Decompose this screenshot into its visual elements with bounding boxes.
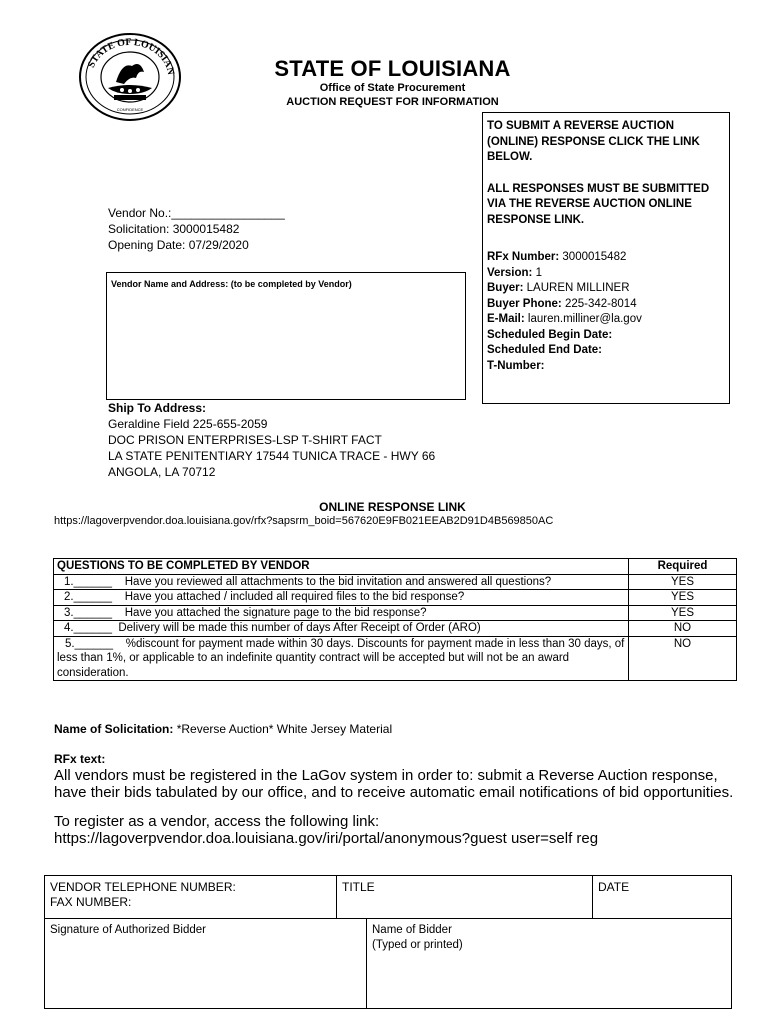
fax-number-label: FAX NUMBER: bbox=[50, 895, 132, 909]
required-value: NO bbox=[629, 636, 737, 681]
signature-cell[interactable] bbox=[44, 918, 367, 1009]
opening-date: Opening Date: 07/29/2020 bbox=[108, 238, 249, 252]
title-label: TITLE bbox=[342, 880, 375, 894]
bidder-name-label: Name of Bidder bbox=[372, 924, 452, 936]
vendor-address-label: Vendor Name and Address: (to be completed by Vendor) bbox=[111, 279, 352, 289]
rfx-text: All vendors must be registered in the LaGov system in order to: submit a Reverse Auction response, have their bids tabulated by our office, and to receive automatic email notifications of bid opportunities. bbox=[54, 767, 734, 801]
question-cell[interactable]: 1.______ Have you reviewed all attachments to the bid invitation and answered all questions? bbox=[54, 574, 629, 590]
table-row bbox=[54, 605, 737, 621]
signature-table bbox=[44, 875, 732, 1009]
begin-date-row: Scheduled Begin Date: bbox=[487, 328, 613, 341]
bidder-name-note: (Typed or printed) bbox=[372, 939, 463, 951]
required-value: NO bbox=[629, 621, 737, 637]
response-instruction: ALL RESPONSES MUST BE SUBMITTED VIA THE REVERSE AUCTION ONLINE RESPONSE LINK. bbox=[487, 182, 710, 226]
ship-to-line: ANGOLA, LA 70712 bbox=[108, 465, 216, 479]
required-value: YES bbox=[629, 605, 737, 621]
bidder-name-cell[interactable] bbox=[366, 918, 732, 1009]
vendor-questions-table bbox=[53, 558, 737, 681]
buyer-row: Buyer: LAUREN MILLINER bbox=[487, 282, 630, 294]
question-cell[interactable]: 2.______ Have you attached / included all required files to the bid response? bbox=[54, 590, 629, 606]
solicitation-name: Name of Solicitation: *Reverse Auction* White Jersey Material bbox=[54, 722, 393, 736]
rfx-text-label: RFx text: bbox=[54, 752, 106, 766]
ship-to-label: Ship To Address: bbox=[108, 401, 207, 415]
required-value: YES bbox=[629, 590, 737, 606]
question-cell[interactable]: 4.______ Delivery will be made this number of days After Receipt of Order (ARO) bbox=[54, 621, 629, 637]
ship-to-line: LA STATE PENITENTIARY 17544 TUNICA TRACE - HWY 66 bbox=[108, 449, 436, 463]
title-cell[interactable] bbox=[336, 875, 593, 919]
table-row bbox=[54, 621, 737, 637]
end-date-row: Scheduled End Date: bbox=[487, 344, 603, 356]
ship-to-line: DOC PRISON ENTERPRISES-LSP T-SHIRT FACT bbox=[108, 433, 382, 447]
submit-instruction: TO SUBMIT A REVERSE AUCTION (ONLINE) RESPONSE CLICK THE LINK BELOW. bbox=[487, 120, 700, 163]
ship-to-address bbox=[108, 400, 435, 480]
online-response-link-label: ONLINE RESPONSE LINK bbox=[319, 500, 466, 514]
office-name: Office of State Procurement bbox=[319, 82, 466, 94]
t-number-row: T-Number: bbox=[487, 359, 545, 372]
question-cell[interactable]: 5.______ %discount for payment made within 30 days. Discounts for payment made in less than 30 days, of less than 1%, or applicable to an indefinite quantity contract will be accepted but will not be an award consideration. bbox=[54, 636, 629, 681]
svg-text:STATE OF LOUISIANA: STATE OF LOUISIAN bbox=[85, 36, 177, 76]
buyer-phone-row: Buyer Phone: 225-342-8014 bbox=[487, 297, 637, 310]
version-row: Version: 1 bbox=[487, 266, 542, 279]
ship-to-line: Geraldine Field 225-655-2059 bbox=[108, 417, 268, 431]
table-row bbox=[54, 590, 737, 606]
registration-link[interactable]: https://lagoverpvendor.doa.louisiana.gov/iri/portal/anonymous?guest user=self reg bbox=[54, 830, 599, 847]
vendor-address-box[interactable] bbox=[106, 272, 466, 400]
vendor-phone-fax-cell[interactable] bbox=[44, 875, 337, 919]
registration-instruction: To register as a vendor, access the following link: bbox=[54, 813, 380, 830]
submission-info-box bbox=[482, 112, 730, 404]
solicitation-number: Solicitation: 3000015482 bbox=[108, 222, 240, 236]
required-header: Required bbox=[629, 559, 737, 575]
svg-text:CONFIDENCE: CONFIDENCE bbox=[116, 107, 144, 112]
vendor-number: Vendor No.:_________________ bbox=[108, 206, 285, 220]
questions-header: QUESTIONS TO BE COMPLETED BY VENDOR bbox=[54, 559, 629, 575]
signature-label: Signature of Authorized Bidder bbox=[50, 924, 206, 936]
question-cell[interactable]: 3.______ Have you attached the signature page to the bid response? bbox=[54, 605, 629, 621]
email-row: E-Mail: lauren.milliner@la.gov bbox=[487, 313, 642, 325]
registration-info bbox=[54, 813, 754, 847]
online-response-link[interactable]: https://lagoverpvendor.doa.louisiana.gov/rfx?sapsrm_boid=567620E9FB021EEAB2D91D4B569850AC bbox=[54, 515, 554, 527]
table-row bbox=[54, 574, 737, 590]
vendor-info bbox=[108, 205, 285, 253]
document-type: AUCTION REQUEST FOR INFORMATION bbox=[286, 96, 499, 108]
rfx-number-row: RFx Number: 3000015482 bbox=[487, 251, 627, 263]
table-row bbox=[54, 636, 737, 681]
document-title: STATE OF LOUISIANA bbox=[274, 56, 511, 81]
vendor-phone-label: VENDOR TELEPHONE NUMBER: bbox=[50, 880, 236, 894]
date-label: DATE bbox=[598, 880, 630, 894]
date-cell[interactable] bbox=[592, 875, 732, 919]
required-value: YES bbox=[629, 574, 737, 590]
table-header-row bbox=[54, 559, 737, 575]
